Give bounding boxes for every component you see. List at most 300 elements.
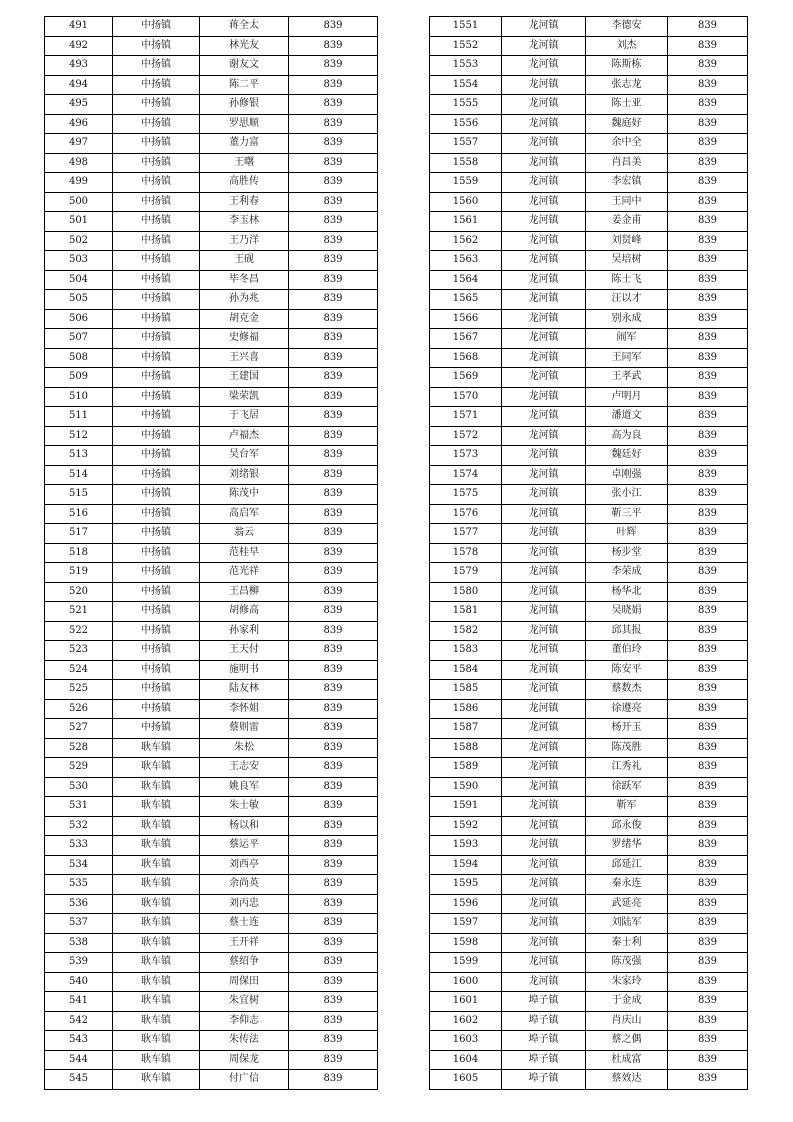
table-row: [430, 387, 748, 407]
town-cell: 龙河镇: [502, 816, 586, 836]
amount-cell: 839: [289, 738, 378, 758]
name-cell: 邱延江: [586, 855, 668, 875]
amount-cell: 839: [289, 368, 378, 388]
table-row: [430, 1050, 748, 1070]
name-cell: 王乃洋: [200, 231, 289, 251]
amount-cell: 839: [668, 465, 748, 485]
amount-cell: 839: [668, 816, 748, 836]
town-cell: 中扬镇: [113, 153, 200, 173]
name-cell: 付广信: [200, 1070, 289, 1090]
town-cell: 埠子镇: [502, 1031, 586, 1051]
table-row: [430, 738, 748, 758]
row-number-cell: 532: [45, 816, 113, 836]
town-cell: 中扬镇: [113, 173, 200, 193]
name-cell: 胡修高: [200, 602, 289, 622]
roster-table-left: [44, 16, 378, 1090]
town-cell: 龙河镇: [502, 602, 586, 622]
amount-cell: 839: [668, 17, 748, 37]
table-row: [45, 387, 378, 407]
name-cell: 杨以和: [200, 816, 289, 836]
name-cell: 李德安: [586, 17, 668, 37]
row-number-cell: 513: [45, 446, 113, 466]
table-row: [45, 231, 378, 251]
amount-cell: 839: [668, 602, 748, 622]
amount-cell: 839: [668, 738, 748, 758]
row-number-cell: 1588: [430, 738, 502, 758]
row-number-cell: 1586: [430, 699, 502, 719]
table-row: [45, 36, 378, 56]
town-cell: 中扬镇: [113, 504, 200, 524]
name-cell: 谢友文: [200, 56, 289, 76]
amount-cell: 839: [289, 680, 378, 700]
town-cell: 中扬镇: [113, 621, 200, 641]
row-number-cell: 1554: [430, 75, 502, 95]
table-row: [430, 348, 748, 368]
row-number-cell: 543: [45, 1031, 113, 1051]
table-row: [430, 212, 748, 232]
name-cell: 陈茂中: [200, 485, 289, 505]
table-row: [45, 485, 378, 505]
table-row: [430, 426, 748, 446]
table-row: [45, 641, 378, 661]
row-number-cell: 509: [45, 368, 113, 388]
town-cell: 龙河镇: [502, 56, 586, 76]
name-cell: 别永成: [586, 309, 668, 329]
town-cell: 龙河镇: [502, 36, 586, 56]
name-cell: 罗绪华: [586, 836, 668, 856]
name-cell: 胡克金: [200, 309, 289, 329]
town-cell: 中扬镇: [113, 485, 200, 505]
amount-cell: 839: [668, 914, 748, 934]
amount-cell: 839: [289, 543, 378, 563]
row-number-cell: 1581: [430, 602, 502, 622]
name-cell: 余尚英: [200, 875, 289, 895]
table-row: [45, 875, 378, 895]
amount-cell: 839: [668, 153, 748, 173]
amount-cell: 839: [668, 1031, 748, 1051]
town-cell: 中扬镇: [113, 36, 200, 56]
name-cell: 陈茂强: [586, 953, 668, 973]
town-cell: 龙河镇: [502, 270, 586, 290]
town-cell: 中扬镇: [113, 95, 200, 115]
table-row: [430, 504, 748, 524]
name-cell: 朱士敏: [200, 797, 289, 817]
table-row: [430, 660, 748, 680]
table-row: [45, 1050, 378, 1070]
amount-cell: 839: [289, 465, 378, 485]
name-cell: 杜成富: [586, 1050, 668, 1070]
row-number-cell: 1583: [430, 641, 502, 661]
town-cell: 中扬镇: [113, 251, 200, 271]
name-cell: 朱传法: [200, 1031, 289, 1051]
amount-cell: 839: [668, 173, 748, 193]
town-cell: 龙河镇: [502, 485, 586, 505]
row-number-cell: 531: [45, 797, 113, 817]
row-number-cell: 1565: [430, 290, 502, 310]
amount-cell: 839: [289, 407, 378, 427]
row-number-cell: 1597: [430, 914, 502, 934]
amount-cell: 839: [289, 426, 378, 446]
name-cell: 王利春: [200, 192, 289, 212]
row-number-cell: 529: [45, 758, 113, 778]
amount-cell: 839: [668, 95, 748, 115]
town-cell: 中扬镇: [113, 290, 200, 310]
row-number-cell: 1574: [430, 465, 502, 485]
amount-cell: 839: [668, 543, 748, 563]
table-row: [45, 719, 378, 739]
amount-cell: 839: [668, 524, 748, 544]
table-row: [45, 1070, 378, 1090]
name-cell: 孙为兆: [200, 290, 289, 310]
table-row: [430, 231, 748, 251]
row-number-cell: 512: [45, 426, 113, 446]
amount-cell: 839: [668, 660, 748, 680]
table-row: [430, 1070, 748, 1090]
table-row: [430, 855, 748, 875]
name-cell: 吴晓娟: [586, 602, 668, 622]
name-cell: 王砚: [200, 251, 289, 271]
town-cell: 耿车镇: [113, 797, 200, 817]
table-row: [45, 621, 378, 641]
amount-cell: 839: [289, 933, 378, 953]
amount-cell: 839: [289, 875, 378, 895]
name-cell: 王兴喜: [200, 348, 289, 368]
name-cell: 陈茂胜: [586, 738, 668, 758]
name-cell: 邱其报: [586, 621, 668, 641]
town-cell: 龙河镇: [502, 719, 586, 739]
town-cell: 耿车镇: [113, 1070, 200, 1090]
town-cell: 龙河镇: [502, 251, 586, 271]
amount-cell: 839: [668, 56, 748, 76]
name-cell: 陈士飞: [586, 270, 668, 290]
row-number-cell: 1567: [430, 329, 502, 349]
table-row: [430, 563, 748, 583]
amount-cell: 839: [668, 933, 748, 953]
table-row: [430, 95, 748, 115]
town-cell: 龙河镇: [502, 387, 586, 407]
town-cell: 龙河镇: [502, 309, 586, 329]
amount-cell: 839: [289, 816, 378, 836]
town-cell: 中扬镇: [113, 524, 200, 544]
row-number-cell: 1584: [430, 660, 502, 680]
town-cell: 龙河镇: [502, 953, 586, 973]
table-row: [430, 251, 748, 271]
row-number-cell: 519: [45, 563, 113, 583]
row-number-cell: 507: [45, 329, 113, 349]
table-row: [430, 875, 748, 895]
table-row: [430, 641, 748, 661]
row-number-cell: 1579: [430, 563, 502, 583]
name-cell: 杨步堂: [586, 543, 668, 563]
row-number-cell: 1601: [430, 992, 502, 1012]
table-row: [430, 290, 748, 310]
name-cell: 陈士亚: [586, 95, 668, 115]
name-cell: 高胜传: [200, 173, 289, 193]
town-cell: 龙河镇: [502, 192, 586, 212]
amount-cell: 839: [289, 95, 378, 115]
town-cell: 中扬镇: [113, 329, 200, 349]
town-cell: 耿车镇: [113, 836, 200, 856]
name-cell: 李荣成: [586, 563, 668, 583]
table-row: [45, 290, 378, 310]
town-cell: 龙河镇: [502, 641, 586, 661]
table-row: [430, 524, 748, 544]
row-number-cell: 1604: [430, 1050, 502, 1070]
town-cell: 龙河镇: [502, 524, 586, 544]
town-cell: 龙河镇: [502, 504, 586, 524]
town-cell: 埠子镇: [502, 1070, 586, 1090]
town-cell: 耿车镇: [113, 1031, 200, 1051]
amount-cell: 839: [668, 348, 748, 368]
amount-cell: 839: [668, 75, 748, 95]
row-number-cell: 518: [45, 543, 113, 563]
town-cell: 中扬镇: [113, 699, 200, 719]
amount-cell: 839: [668, 797, 748, 817]
name-cell: 肖庆山: [586, 1011, 668, 1031]
amount-cell: 839: [668, 582, 748, 602]
table-row: [45, 504, 378, 524]
town-cell: 中扬镇: [113, 680, 200, 700]
table-row: [45, 426, 378, 446]
town-cell: 龙河镇: [502, 446, 586, 466]
table-row: [45, 797, 378, 817]
table-row: [430, 992, 748, 1012]
town-cell: 耿车镇: [113, 894, 200, 914]
name-cell: 毕冬昌: [200, 270, 289, 290]
name-cell: 蔡之偶: [586, 1031, 668, 1051]
table-row: [430, 777, 748, 797]
town-cell: 龙河镇: [502, 797, 586, 817]
name-cell: 吴培树: [586, 251, 668, 271]
town-cell: 耿车镇: [113, 777, 200, 797]
name-cell: 靳军: [586, 797, 668, 817]
table-row: [45, 582, 378, 602]
row-number-cell: 525: [45, 680, 113, 700]
table-row: [45, 953, 378, 973]
name-cell: 陆友林: [200, 680, 289, 700]
amount-cell: 839: [289, 153, 378, 173]
town-cell: 龙河镇: [502, 875, 586, 895]
row-number-cell: 1598: [430, 933, 502, 953]
amount-cell: 839: [289, 36, 378, 56]
town-cell: 埠子镇: [502, 992, 586, 1012]
table-row: [430, 816, 748, 836]
table-row: [430, 914, 748, 934]
name-cell: 张志龙: [586, 75, 668, 95]
name-cell: 刘绪银: [200, 465, 289, 485]
town-cell: 龙河镇: [502, 329, 586, 349]
row-number-cell: 1572: [430, 426, 502, 446]
town-cell: 中扬镇: [113, 582, 200, 602]
row-number-cell: 523: [45, 641, 113, 661]
name-cell: 肖昌美: [586, 153, 668, 173]
name-cell: 罗思顺: [200, 114, 289, 134]
table-row: [45, 368, 378, 388]
town-cell: 龙河镇: [502, 17, 586, 37]
table-row: [45, 992, 378, 1012]
row-number-cell: 504: [45, 270, 113, 290]
table-row: [430, 680, 748, 700]
amount-cell: 839: [289, 348, 378, 368]
row-number-cell: 517: [45, 524, 113, 544]
name-cell: 周保田: [200, 972, 289, 992]
town-cell: 龙河镇: [502, 368, 586, 388]
town-cell: 耿车镇: [113, 816, 200, 836]
table-row: [45, 680, 378, 700]
table-row: [45, 114, 378, 134]
amount-cell: 839: [289, 582, 378, 602]
amount-cell: 839: [668, 699, 748, 719]
name-cell: 梁荣凯: [200, 387, 289, 407]
name-cell: 于飞居: [200, 407, 289, 427]
row-number-cell: 501: [45, 212, 113, 232]
amount-cell: 839: [289, 953, 378, 973]
town-cell: 中扬镇: [113, 192, 200, 212]
amount-cell: 839: [289, 602, 378, 622]
town-cell: 龙河镇: [502, 777, 586, 797]
name-cell: 陈斯栋: [586, 56, 668, 76]
amount-cell: 839: [668, 426, 748, 446]
town-cell: 中扬镇: [113, 465, 200, 485]
name-cell: 董伯玲: [586, 641, 668, 661]
town-cell: 龙河镇: [502, 543, 586, 563]
name-cell: 蔡则雷: [200, 719, 289, 739]
name-cell: 刘贤峰: [586, 231, 668, 251]
amount-cell: 839: [289, 114, 378, 134]
town-cell: 龙河镇: [502, 582, 586, 602]
table-row: [430, 270, 748, 290]
table-row: [430, 582, 748, 602]
amount-cell: 839: [668, 719, 748, 739]
name-cell: 陈安平: [586, 660, 668, 680]
table-row: [430, 446, 748, 466]
amount-cell: 839: [289, 699, 378, 719]
table-row: [45, 56, 378, 76]
name-cell: 卢明月: [586, 387, 668, 407]
row-number-cell: 498: [45, 153, 113, 173]
town-cell: 中扬镇: [113, 446, 200, 466]
table-row: [45, 407, 378, 427]
row-number-cell: 493: [45, 56, 113, 76]
table-row: [45, 602, 378, 622]
amount-cell: 839: [668, 563, 748, 583]
amount-cell: 839: [289, 504, 378, 524]
table-row: [45, 894, 378, 914]
amount-cell: 839: [668, 641, 748, 661]
row-number-cell: 1593: [430, 836, 502, 856]
amount-cell: 839: [668, 192, 748, 212]
name-cell: 武延亮: [586, 894, 668, 914]
town-cell: 龙河镇: [502, 114, 586, 134]
amount-cell: 839: [668, 134, 748, 154]
row-number-cell: 1566: [430, 309, 502, 329]
table-row: [430, 797, 748, 817]
town-cell: 中扬镇: [113, 719, 200, 739]
row-number-cell: 1602: [430, 1011, 502, 1031]
name-cell: 王志安: [200, 758, 289, 778]
row-number-cell: 491: [45, 17, 113, 37]
name-cell: 范桂早: [200, 543, 289, 563]
amount-cell: 839: [289, 173, 378, 193]
row-number-cell: 1599: [430, 953, 502, 973]
town-cell: 中扬镇: [113, 270, 200, 290]
town-cell: 中扬镇: [113, 56, 200, 76]
row-number-cell: 533: [45, 836, 113, 856]
row-number-cell: 1551: [430, 17, 502, 37]
row-number-cell: 542: [45, 1011, 113, 1031]
row-number-cell: 534: [45, 855, 113, 875]
row-number-cell: 526: [45, 699, 113, 719]
row-number-cell: 1582: [430, 621, 502, 641]
town-cell: 龙河镇: [502, 465, 586, 485]
amount-cell: 839: [668, 387, 748, 407]
table-row: [45, 816, 378, 836]
row-number-cell: 1596: [430, 894, 502, 914]
table-row: [45, 446, 378, 466]
amount-cell: 839: [668, 777, 748, 797]
amount-cell: 839: [289, 251, 378, 271]
table-row: [430, 485, 748, 505]
row-number-cell: 1553: [430, 56, 502, 76]
amount-cell: 839: [289, 56, 378, 76]
name-cell: 朱松: [200, 738, 289, 758]
amount-cell: 839: [289, 719, 378, 739]
table-row: [45, 17, 378, 37]
name-cell: 杨开玉: [586, 719, 668, 739]
town-cell: 龙河镇: [502, 836, 586, 856]
row-number-cell: 502: [45, 231, 113, 251]
name-cell: 吴台军: [200, 446, 289, 466]
amount-cell: 839: [289, 641, 378, 661]
table-row: [45, 251, 378, 271]
table-row: [45, 348, 378, 368]
name-cell: 李仰志: [200, 1011, 289, 1031]
amount-cell: 839: [668, 309, 748, 329]
table-row: [430, 894, 748, 914]
town-cell: 耿车镇: [113, 1050, 200, 1070]
row-number-cell: 1559: [430, 173, 502, 193]
table-row: [45, 660, 378, 680]
amount-cell: 839: [289, 17, 378, 37]
table-row: [45, 1011, 378, 1031]
amount-cell: 839: [668, 446, 748, 466]
table-row: [430, 972, 748, 992]
name-cell: 王建国: [200, 368, 289, 388]
table-row: [430, 329, 748, 349]
town-cell: 龙河镇: [502, 95, 586, 115]
row-number-cell: 492: [45, 36, 113, 56]
roster-table-right-body: [430, 17, 748, 1090]
town-cell: 龙河镇: [502, 758, 586, 778]
table-row: [430, 621, 748, 641]
row-number-cell: 1592: [430, 816, 502, 836]
amount-cell: 839: [668, 114, 748, 134]
row-number-cell: 1589: [430, 758, 502, 778]
town-cell: 中扬镇: [113, 75, 200, 95]
amount-cell: 839: [289, 563, 378, 583]
name-cell: 王天付: [200, 641, 289, 661]
town-cell: 中扬镇: [113, 602, 200, 622]
table-row: [45, 972, 378, 992]
amount-cell: 839: [289, 212, 378, 232]
row-number-cell: 1557: [430, 134, 502, 154]
name-cell: 刘陆军: [586, 914, 668, 934]
table-row: [45, 173, 378, 193]
row-number-cell: 1595: [430, 875, 502, 895]
name-cell: 刘丙忠: [200, 894, 289, 914]
row-number-cell: 503: [45, 251, 113, 271]
amount-cell: 839: [668, 855, 748, 875]
